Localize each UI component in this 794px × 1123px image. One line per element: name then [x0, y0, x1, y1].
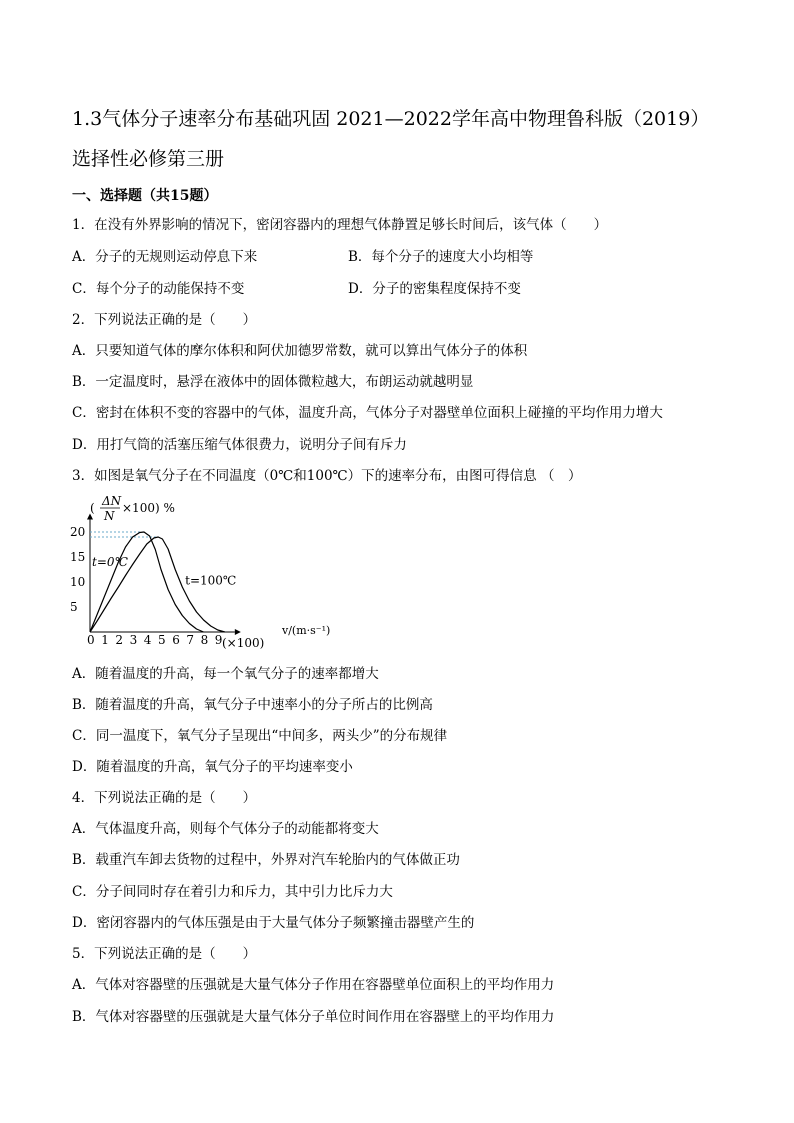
ylabel-numerator: ΔN	[102, 494, 122, 508]
x-tick-label: 1	[101, 633, 109, 647]
x-unit: (×100)	[222, 636, 265, 650]
question-4-option-b[interactable]: B．载重汽车卸去货物的过程中，外界对汽车轮胎内的气体做正功	[72, 852, 460, 868]
x-tick-label: 7	[186, 633, 195, 647]
x-axis-arrow	[235, 629, 241, 635]
question-1-option-c[interactable]: C．每个分子的动能保持不变	[72, 281, 245, 297]
question-3-option-c[interactable]: C．同一温度下，氧气分子呈现出“中间多，两头少”的分布规律	[72, 728, 448, 744]
question-3-option-b[interactable]: B．随着温度的升高，氧气分子中速率小的分子所占的比例高	[72, 697, 433, 713]
chart-series	[90, 532, 236, 632]
question-1-stem: 1．在没有外界影响的情况下，密闭容器内的理想气体静置足够长时间后，该气体（ ）	[72, 217, 608, 233]
series-label-100c: t=100℃	[185, 573, 237, 588]
x-tick-label: 8	[200, 633, 209, 647]
question-4-option-a[interactable]: A．气体温度升高，则每个气体分子的动能都将变大	[72, 821, 379, 837]
question-3-option-d[interactable]: D．随着温度的升高，氧气分子的平均速率变小	[72, 759, 353, 775]
question-1-option-d[interactable]: D．分子的密集程度保持不变	[348, 281, 521, 297]
question-5-option-a[interactable]: A．气体对容器壁的压强就是大量气体分子作用在容器壁单位面积上的平均作用力	[72, 977, 555, 993]
question-3-option-a[interactable]: A．随着温度的升高，每一个氧气分子的速率都增大	[72, 666, 379, 682]
question-1-option-b[interactable]: B．每个分子的速度大小均相等	[348, 249, 534, 265]
question-5-stem: 5．下列说法正确的是（ ）	[72, 946, 257, 962]
ylabel-prefix: (	[90, 501, 95, 515]
question-4-option-d[interactable]: D．密闭容器内的气体压强是由于大量气体分子频繁撞击器壁产生的	[72, 915, 475, 931]
question-3-stem: 3．如图是氧气分子在不同温度（0℃和100℃）下的速率分布，由图可得信息 （ ）	[72, 468, 582, 484]
section-heading: 一、选择题（共15题）	[72, 188, 218, 204]
question-5-option-b[interactable]: B．气体对容器壁的压强就是大量气体分子单位时间作用在容器壁上的平均作用力	[72, 1009, 555, 1025]
speed-distribution-chart	[70, 494, 331, 656]
y-tick-label: 20	[70, 525, 86, 539]
page-title: 1.3气体分子速率分布基础巩固 2021—2022学年高中物理鲁科版（2019）	[72, 108, 710, 130]
x-tick-label: 5	[158, 633, 166, 647]
question-4-option-c[interactable]: C．分子间同时存在着引力和斥力，其中引力比斥力大	[72, 884, 393, 900]
question-4-stem: 4．下列说法正确的是（ ）	[72, 790, 257, 806]
x-tick-label: 4	[143, 633, 152, 647]
y-tick-label: 5	[70, 600, 78, 614]
x-tick-label: 3	[129, 633, 138, 647]
question-2-option-a[interactable]: A．只要知道气体的摩尔体积和阿伏加德罗常数，就可以算出气体分子的体积	[72, 343, 528, 359]
ylabel-suffix: ×100) %	[122, 501, 175, 515]
page-title-line2: 选择性必修第三册	[72, 148, 225, 170]
y-tick-label: 15	[70, 550, 86, 564]
chart-y-axis-label	[90, 494, 175, 523]
xlabel: v/(m·s⁻¹)	[282, 624, 331, 637]
question-2-option-d[interactable]: D．用打气筒的活塞压缩气体很费力，说明分子间有斥力	[72, 437, 407, 453]
x-tick-label: 6	[172, 633, 180, 647]
series-label-0c: t=0℃	[92, 555, 128, 569]
question-2-option-c[interactable]: C．密封在体积不变的容器中的气体，温度升高，气体分子对器壁单位面积上碰撞的平均作用力增大	[72, 405, 663, 421]
ylabel-denominator: N	[104, 509, 115, 523]
y-tick-label: 10	[70, 575, 86, 589]
x-tick-label: 0	[87, 633, 95, 647]
question-2-stem: 2．下列说法正确的是（ ）	[72, 312, 257, 328]
question-2-option-b[interactable]: B．一定温度时，悬浮在液体中的固体微粒越大，布朗运动就越明显	[72, 374, 474, 390]
x-tick-label: 9	[214, 633, 223, 647]
x-tick-label: 2	[115, 633, 124, 647]
question-1-option-a[interactable]: A．分子的无规则运动停息下来	[72, 249, 258, 265]
